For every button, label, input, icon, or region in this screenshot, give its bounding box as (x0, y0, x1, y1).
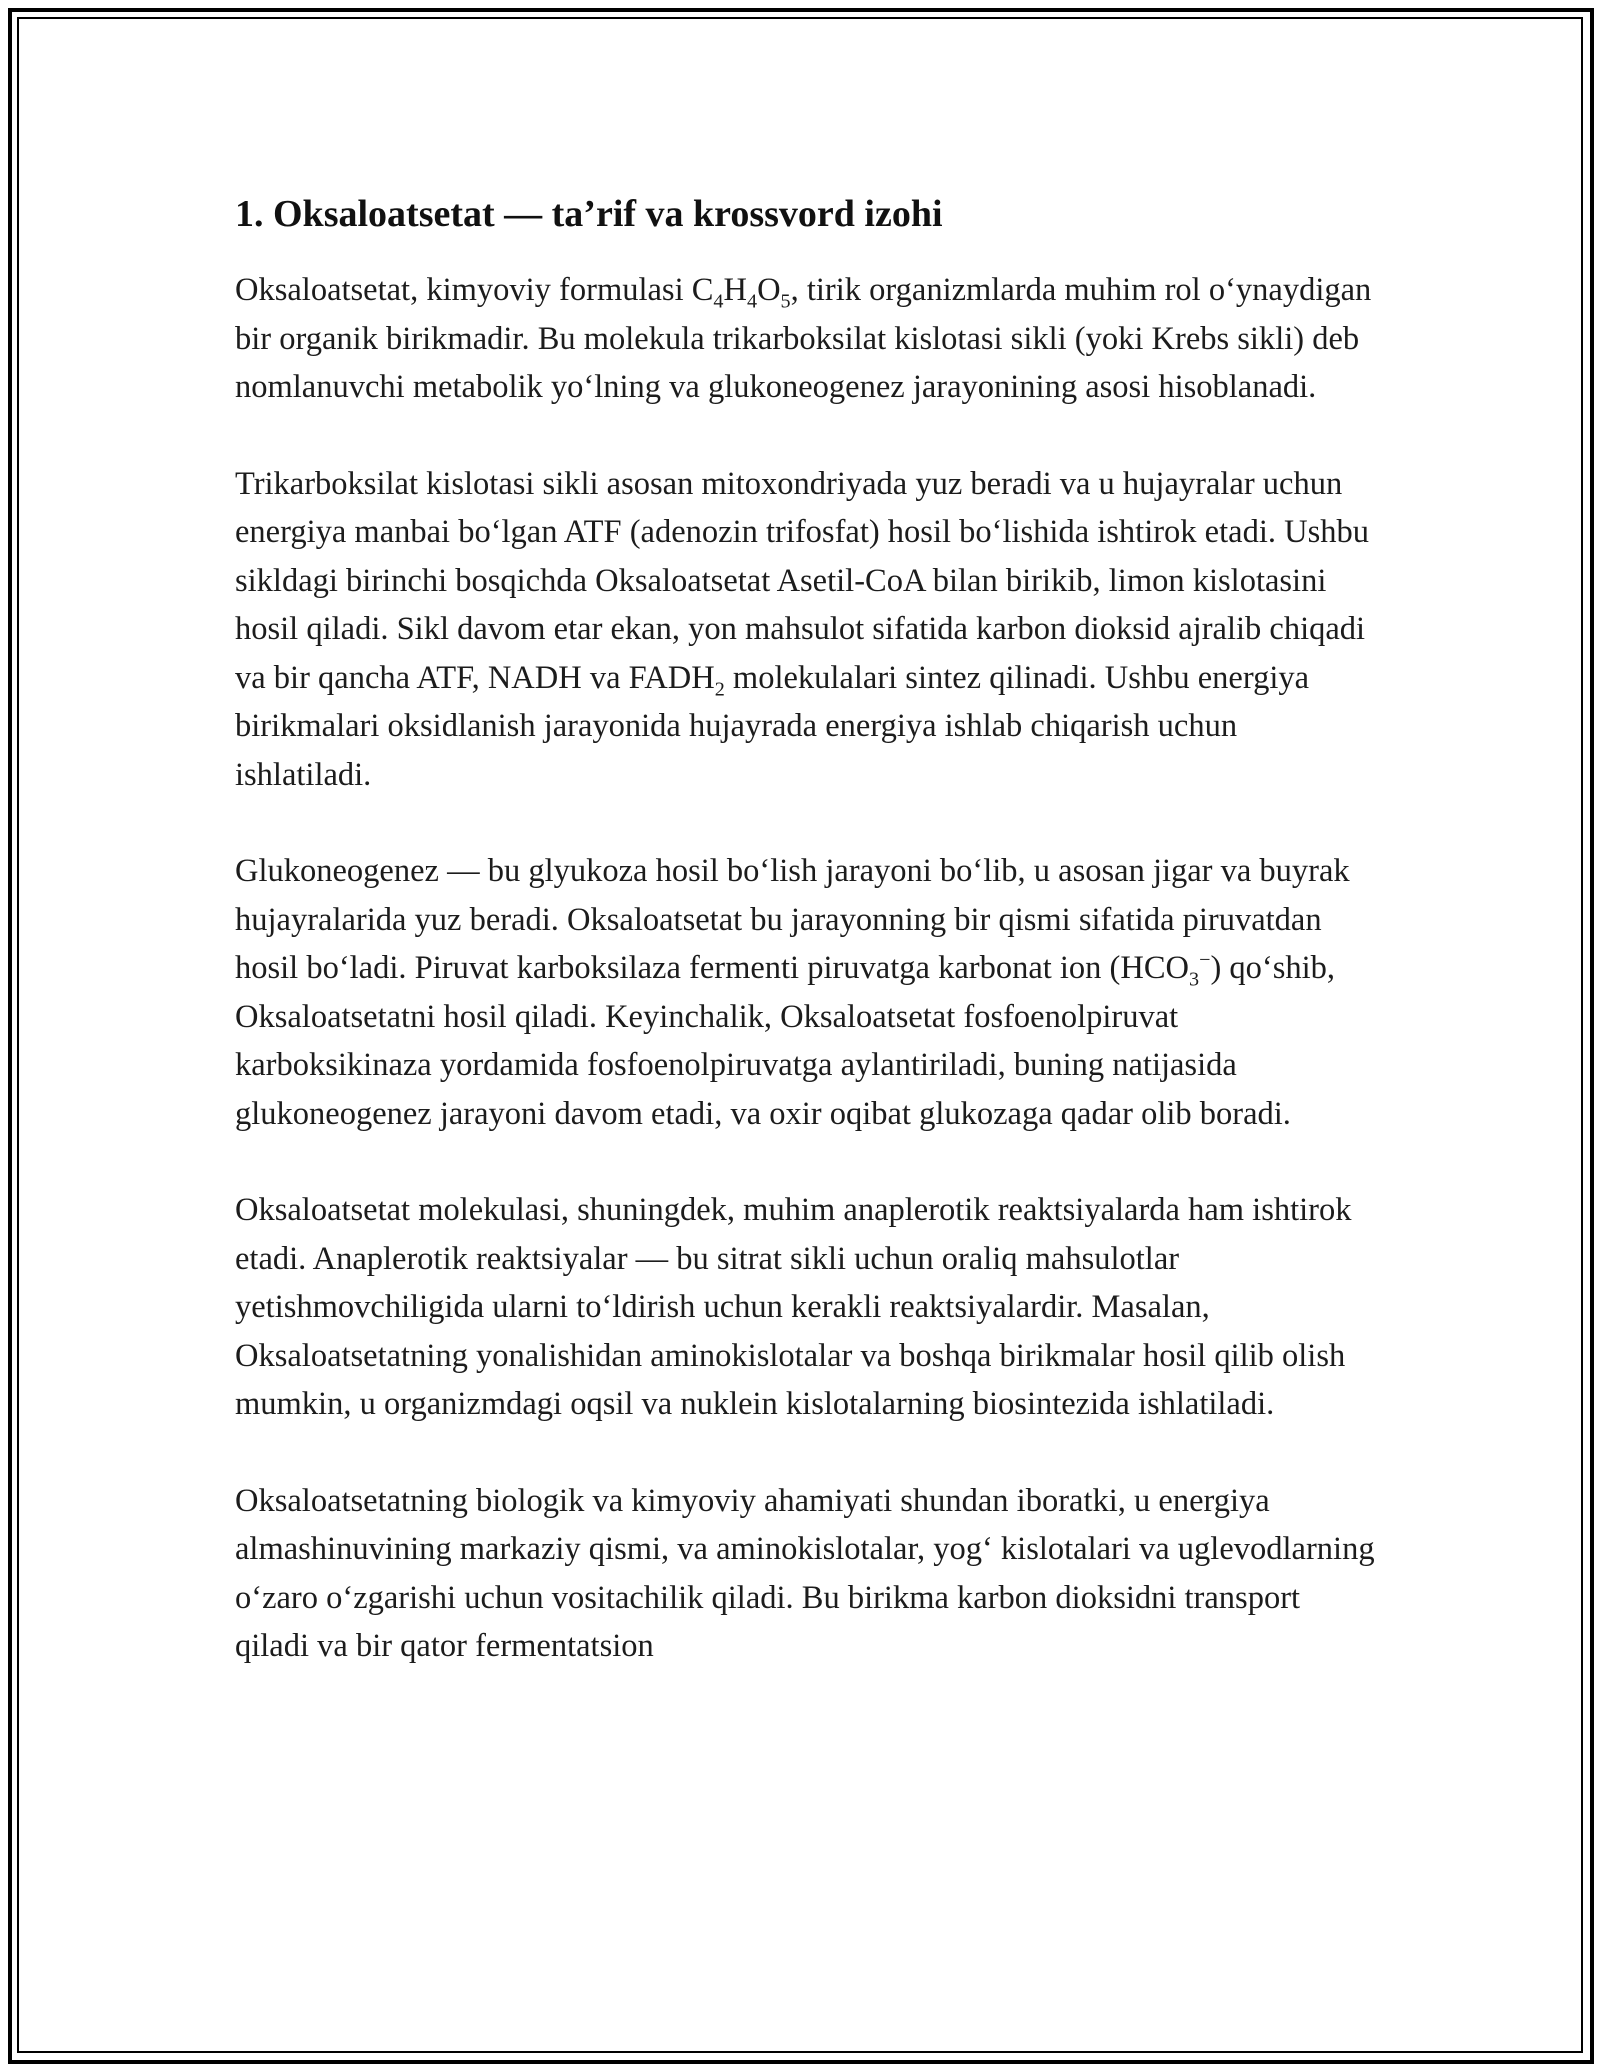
text-run: Oksaloatsetat, kimyoviy formulasi C (235, 272, 714, 308)
text-run: , tirik organizmlarda muhim rol o‘ynaydigan bir organik birikmadir. Bu molekula trikarboksilat kislotasi sikli (yoki Krebs sikli) deb nomlanuvchi metabolik yo‘lning va glukoneogenez jarayonining asosi hisoblanadi. (235, 272, 1372, 405)
paragraph-2 (235, 460, 1375, 800)
paragraph-1 (235, 266, 1375, 412)
text-run: ) qo‘shib, Oksaloatsetatni hosil qiladi. Keyinchalik, Oksaloatsetat fosfoenolpiruvat karboksikinaza yordamida fosfoenolpiruvatga aylantiriladi, buning natijasida glukoneogenez jarayoni davom etadi, va oxir oqibat glukozaga qadar olib boradi. (235, 950, 1336, 1132)
paragraph-3 (235, 847, 1375, 1138)
subscript: 3 (1189, 968, 1200, 991)
paragraph-5 (235, 1477, 1375, 1671)
document-page (235, 190, 1375, 1719)
text-run: O (757, 272, 781, 308)
text-run: Oksaloatsetatning biologik va kimyoviy ahamiyati shundan iboratki, u energiya almashinuvining markaziy qismi, va aminokislotalar, yog‘ kislotalari va uglevodlarning o‘zaro o‘zgarishi uchun vositachilik qiladi. Bu birikma karbon dioksidni transport qiladi va bir qator fermentatsion (235, 1482, 1375, 1664)
subscript: 5 (780, 290, 791, 313)
text-run: Trikarboksilat kislotasi sikli asosan mitoxondriyada yuz beradi va u hujayralar uchun energiya manbai bo‘lgan ATF (adenozin trifosfat) hosil bo‘lishida ishtirok etadi. Ushbu sikldagi birinchi bosqichda Oksaloatsetat Asetil-CoA bilan birikib, limon kislotasini hosil qiladi. Sikl davom etar ekan, yon mahsulot sifatida karbon dioksid ajralib chiqadi va bir qancha ATF, NADH va FADH (235, 465, 1369, 696)
section-heading: 1. Oksaloatsetat — ta’rif va krossvord izohi (235, 193, 943, 235)
paragraph-4 (235, 1186, 1375, 1429)
text-run: Oksaloatsetat molekulasi, shuningdek, muhim anaplerotik reaktsiyalarda ham ishtirok etadi. Anaplerotik reaktsiyalar — bu sitrat sikli uchun oraliq mahsulotlar yetishmovchiligida ularni to‘ldirish uchun kerakli reaktsiyalardir. Masalan, Oksaloatsetatning yonalishidan aminokislotalar va boshqa birikmalar hosil qilib olish mumkin, u organizmdagi oqsil va nuklein kislotalarning biosintezida ishlatiladi. (235, 1192, 1352, 1422)
text-run: molekulalari sintez qilinadi. Ushbu energiya birikmalari oksidlanish jarayonida hujayrada energiya ishlab chiqarish uchun ishlatiladi. (235, 659, 1310, 793)
subscript: 4 (713, 290, 724, 313)
superscript: − (1199, 949, 1211, 972)
subscript: 2 (714, 678, 725, 700)
subscript: 4 (746, 290, 758, 313)
text-run: Glukoneogenez — bu glyukoza hosil bo‘lish jarayoni bo‘lib, u asosan jigar va buyrak hujayralarida yuz beradi. Oksaloatsetat bu jarayonning bir qismi sifatida piruvatdan hosil bo‘ladi. Piruvat karboksilaza fermenti piruvatga karbonat ion (HCO (235, 853, 1350, 986)
text-run: H (723, 272, 747, 308)
